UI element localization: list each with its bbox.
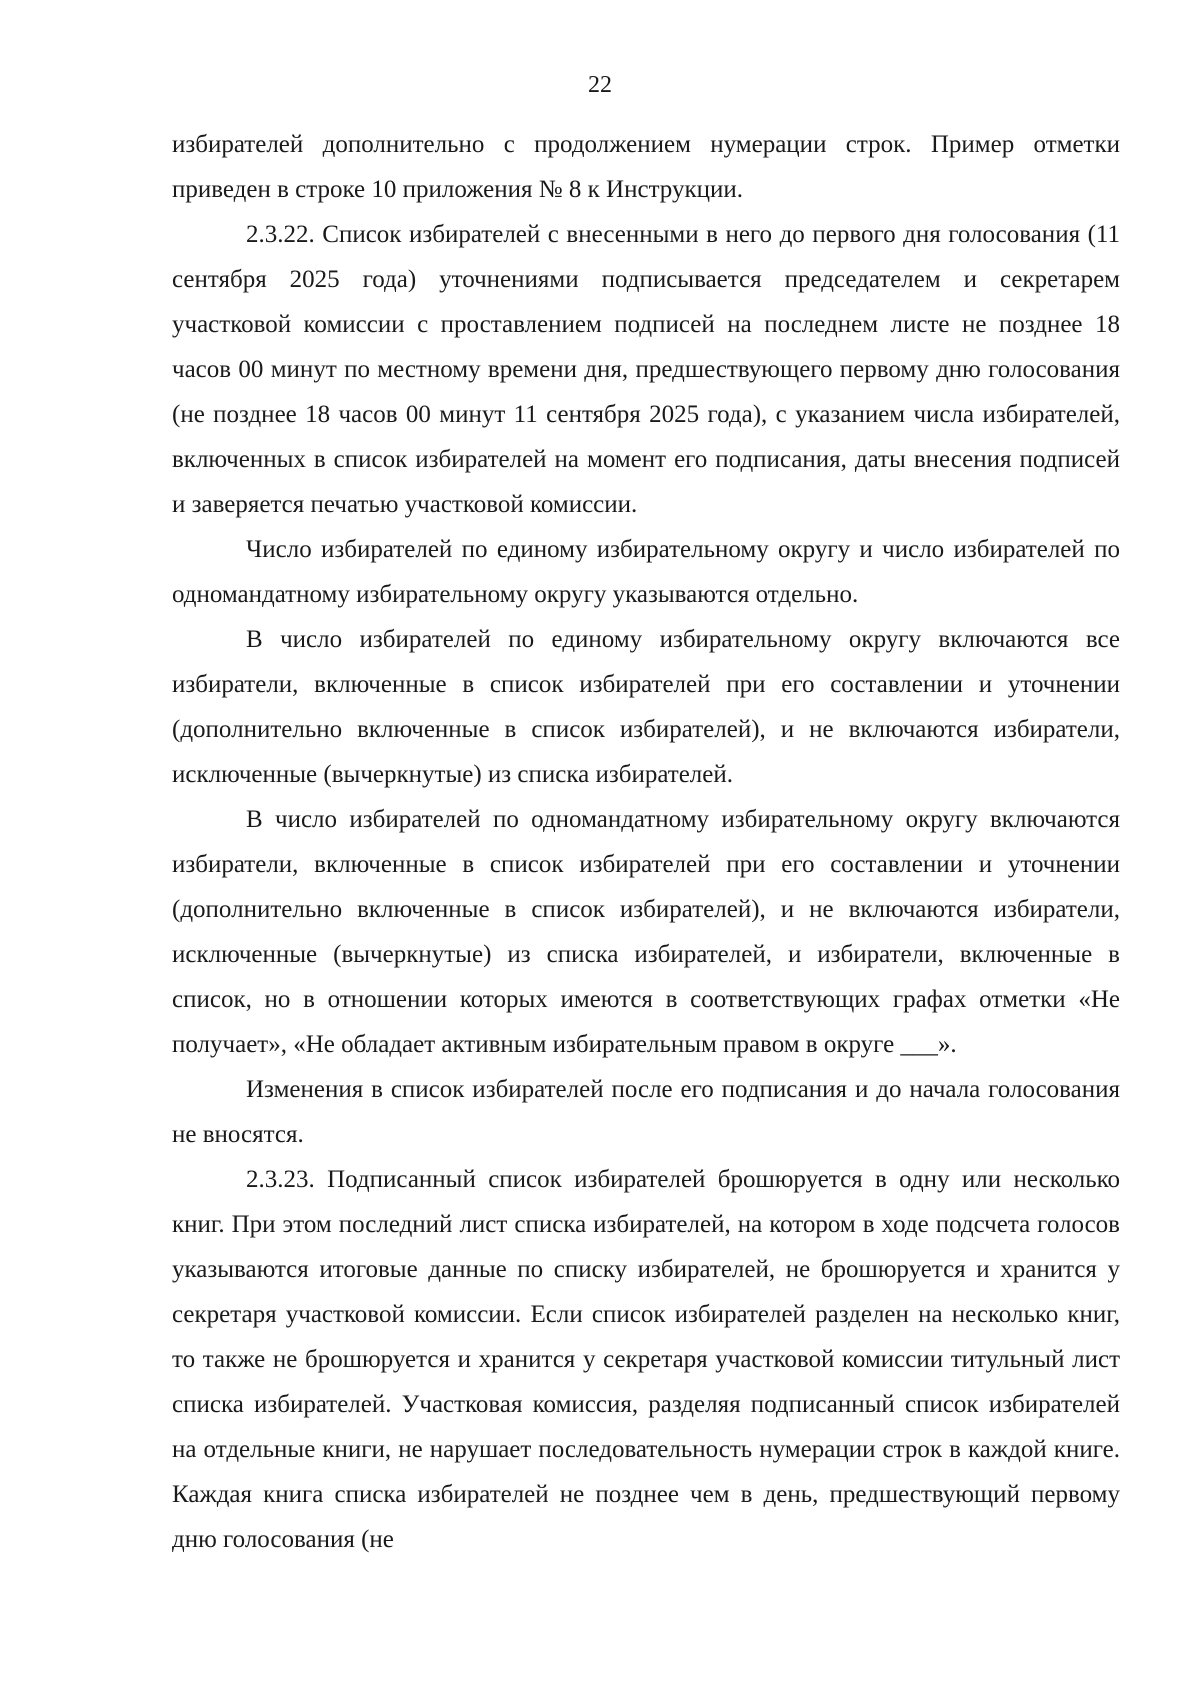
paragraph-single-district: В число избирателей по единому избирательному округу включаются все избиратели, включенные в список избирателей при его составлении и уточнении (дополнительно включенные в список избирателей), и не включаются избиратели, исключенные (вычеркнутые) из списка избирателей. [172, 626, 1120, 788]
paragraph-continuation: избирателей дополнительно с продолжением нумерации строк. Пример отметки приведен в строке 10 приложения № 8 к Инструкции. [172, 131, 1120, 203]
page-number: 22 [588, 72, 612, 98]
paragraph-2-3-22: 2.3.22. Список избирателей с внесенными в него до первого дня голосования (11 сентября 2025 года) уточнениями подписывается председателем и секретарем участковой комиссии с проставлением подписей на последнем листе не позднее 18 часов 00 минут по местному времени дня, предшествующего первому дню голосования (не позднее 18 часов 00 минут 11 сентября 2025 года), с указанием числа избирателей, включенных в список избирателей на момент его подписания, даты внесения подписей и заверяется печатью участковой комиссии. [172, 221, 1120, 518]
paragraph-no-changes: Изменения в список избирателей после его подписания и до начала голосования не вносятся. [172, 1076, 1120, 1148]
paragraph-voter-count: Число избирателей по единому избирательному округу и число избирателей по одномандатному избирательному округу указываются отдельно. [172, 536, 1120, 608]
paragraph-single-mandate-district: В число избирателей по одномандатному избирательному округу включаются избиратели, включенные в список избирателей при его составлении и уточнении (дополнительно включенные в список избирателей), и не включаются избиратели, исключенные (вычеркнутые) из списка избирателей, и избиратели, включенные в список, но в отношении которых имеются в соответствующих графах отметки «Не получает», «Не обладает активным избирательным правом в округе ___». [172, 806, 1120, 1058]
document-body [172, 122, 1120, 1562]
paragraph-2-3-23: 2.3.23. Подписанный список избирателей брошюруется в одну или несколько книг. При этом последний лист списка избирателей, на котором в ходе подсчета голосов указываются итоговые данные по списку избирателей, не брошюруется и хранится у секретаря участковой комиссии. Если список избирателей разделен на несколько книг, то также не брошюруется и хранится у секретаря участковой комиссии титульный лист списка избирателей. Участковая комиссия, разделяя подписанный список избирателей на отдельные книги, не нарушает последовательность нумерации строк в каждой книге. Каждая книга списка избирателей не позднее чем в день, предшествующий первому дню голосования (не [172, 1166, 1120, 1553]
